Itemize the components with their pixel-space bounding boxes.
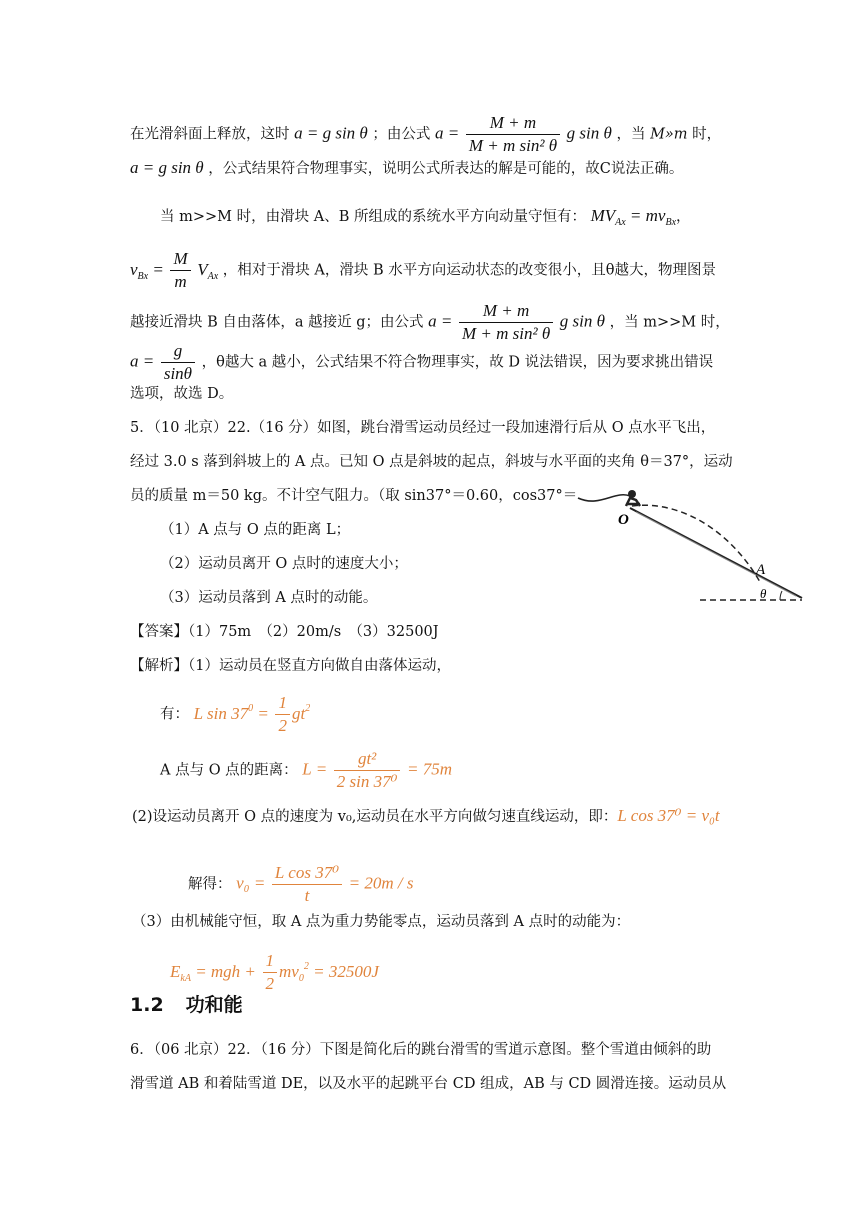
skier-icon [626, 490, 640, 506]
slope-hatch [636, 512, 796, 596]
formula-lhs: a = [435, 123, 460, 143]
eq-Lcos: L cos 37⁰ = v₀t [617, 806, 720, 825]
p2-eq1: $MV_{Ax} = mv_{Bx}$ [590, 206, 677, 228]
q5-eq-2: A 点与 O 点的距离： L = $\frac{\text{gt²}}{\text{2 sin 37⁰}}$ = 75m [160, 749, 453, 791]
p2-line5: 选项，故选 D。 [130, 386, 234, 402]
p2-line3: 越接近滑块 B 自由落体，a 越接近 g；由公式 a = $\frac{M + m}{\text{M + m sin² θ}}$ g sin θ ，当 m>>M 时， [130, 301, 730, 343]
p1-text-2: ，公式结果符合物理事实，说明公式所表达的解是可能的，故C说法正确。 [208, 161, 684, 177]
slope-line [630, 508, 802, 598]
p1-text-b: ；由公式 [372, 126, 431, 143]
q5-line3: 员的质量 m＝50 kg。不计空气阻力。（取 sin37°＝0.60，cos37°＝ [130, 488, 578, 504]
q5-eq-4: $E_{kA}$ = mgh + $\frac{1}{2}$ $mv_0^2 = 32500J$ [170, 951, 379, 993]
p2-line1: 当 m>>M 时，由滑块 A、B 所组成的系统水平方向动量守恒有： $MV_{Ax} = mv_{Bx}$， [160, 206, 691, 228]
eq-L-frac: $\frac{\text{gt²}}{\text{2 sin 37⁰}}$ [334, 748, 401, 793]
formula-frac [466, 112, 560, 157]
p2-eq2-tail: $V_{Ax}$ [197, 259, 219, 282]
q6-line2: 滑雪道 AB 和着陆雪道 DE，以及水平的起跳平台 CD 组成，AB 与 CD 圆滑连接。运动员从 [130, 1076, 727, 1092]
q6-line1: 6．（06 北京）22．（16 分）下图是简化后的跳台滑雪的雪道示意图。整个雪道由倾斜的助 [130, 1042, 712, 1058]
p1-text-e: 时， [692, 126, 722, 143]
p2-text-3b: ，当 m>>M 时， [609, 314, 730, 331]
eq-Lsin: L $\sin 37^0$ = [193, 702, 269, 723]
p2-line2 [130, 248, 716, 293]
q5-sub1: （1）A 点与 O 点的距离 L； [160, 522, 351, 538]
p2-eq2-lhs: $v_{Bx}$ = [130, 259, 164, 282]
angle-arc [780, 591, 782, 600]
label-A: A [756, 562, 766, 578]
p1-text-d: M»m [650, 126, 688, 143]
section-heading: 1.2 功和能 [130, 994, 243, 1016]
q5-sub2: （2）运动员离开 O 点时的速度大小； [160, 556, 408, 572]
p1-line1 [130, 112, 721, 157]
answer-text: （1）75m （2）20m/s （3）32500J [188, 624, 439, 640]
p2-text-1: 当 m>>M 时，由滑块 A、B 所组成的系统水平方向动量守恒有： [160, 209, 586, 225]
q5-sub3: （3）运动员落到 A 点时的动能。 [160, 590, 378, 606]
p2-frac-g: $\frac{g}{\sin\theta}$ [161, 340, 195, 385]
q5-line1: 5．（10 北京）22.（16 分）如图，跳台滑雪运动员经过一段加速滑行后从 O 点水平飞出， [130, 420, 716, 436]
ski-slope-figure [570, 470, 810, 610]
eq-v0-frac: $\frac{\text{L cos 37⁰}}{t}$ [272, 862, 342, 907]
answer-label: 【答案】 [130, 624, 188, 640]
formula-num: M + m [466, 112, 560, 135]
p2-frac: $\frac{M}{m}$ [170, 248, 190, 293]
p2-text-3: 越接近滑块 B 自由落体，a 越接近 g；由公式 [130, 314, 424, 331]
formula-frac-2: $\frac{M + m}{\text{M + m sin² θ}}$ [459, 300, 553, 345]
p1-text-c: ，当 [616, 126, 646, 143]
eq-half: $\frac{1}{2}$ [275, 692, 290, 737]
p1-eq1: a = g sin θ [294, 123, 368, 143]
formula-tail: g sin θ [566, 123, 612, 143]
p2-line4: a = $\frac{g}{\sin\theta}$ ，θ越大 a 越小，公式结果不符合物理事实，故 D 说法错误，因为要求挑出错误 [130, 341, 714, 383]
q5-part3: （3）由机械能守恒，取 A 点为重力势能零点，运动员落到 A 点时的动能为： [132, 914, 631, 930]
p2-text-2: ，相对于滑块 A，滑块 B 水平方向运动状态的改变很小，且θ越大，物理图景 [222, 262, 716, 279]
p1-eq2: a = g sin θ [130, 158, 204, 177]
p1-line2 [130, 158, 683, 179]
p1-text-a: 在光滑斜面上释放，这时 [130, 126, 290, 143]
q5-eq-3: 解得： v₀ = $\frac{\text{L cos 37⁰}}{t}$ = 20m / s [188, 863, 414, 905]
q5-answer [130, 622, 439, 642]
q5-eq-1: 有： L $\sin 37^0$ = $\frac{1}{2}$ $gt^2$ [160, 693, 311, 735]
runway-curve [578, 495, 630, 501]
q5-analysis-1: 【解析】（1）运动员在竖直方向做自由落体运动， [130, 658, 451, 674]
label-O: O [618, 512, 629, 528]
analysis-label: 【解析】 [130, 658, 188, 674]
formula-den: M + m sin² θ [468, 136, 558, 155]
p2-text-4: ，θ越大 a 越小，公式结果不符合物理事实，故 D 说法错误，因为要求挑出错误 [201, 354, 714, 371]
q5-part2: (2)设运动员离开 O 点的速度为 v₀,运动员在水平方向做匀速直线运动，即：L cos 37⁰ = v₀t [132, 806, 720, 825]
q5-line2: 经过 3.0 s 落到斜坡上的 A 点。已知 O 点是斜坡的起点，斜坡与水平面的夹角 θ＝37°，运动 [130, 454, 733, 470]
label-theta: θ [760, 586, 767, 601]
